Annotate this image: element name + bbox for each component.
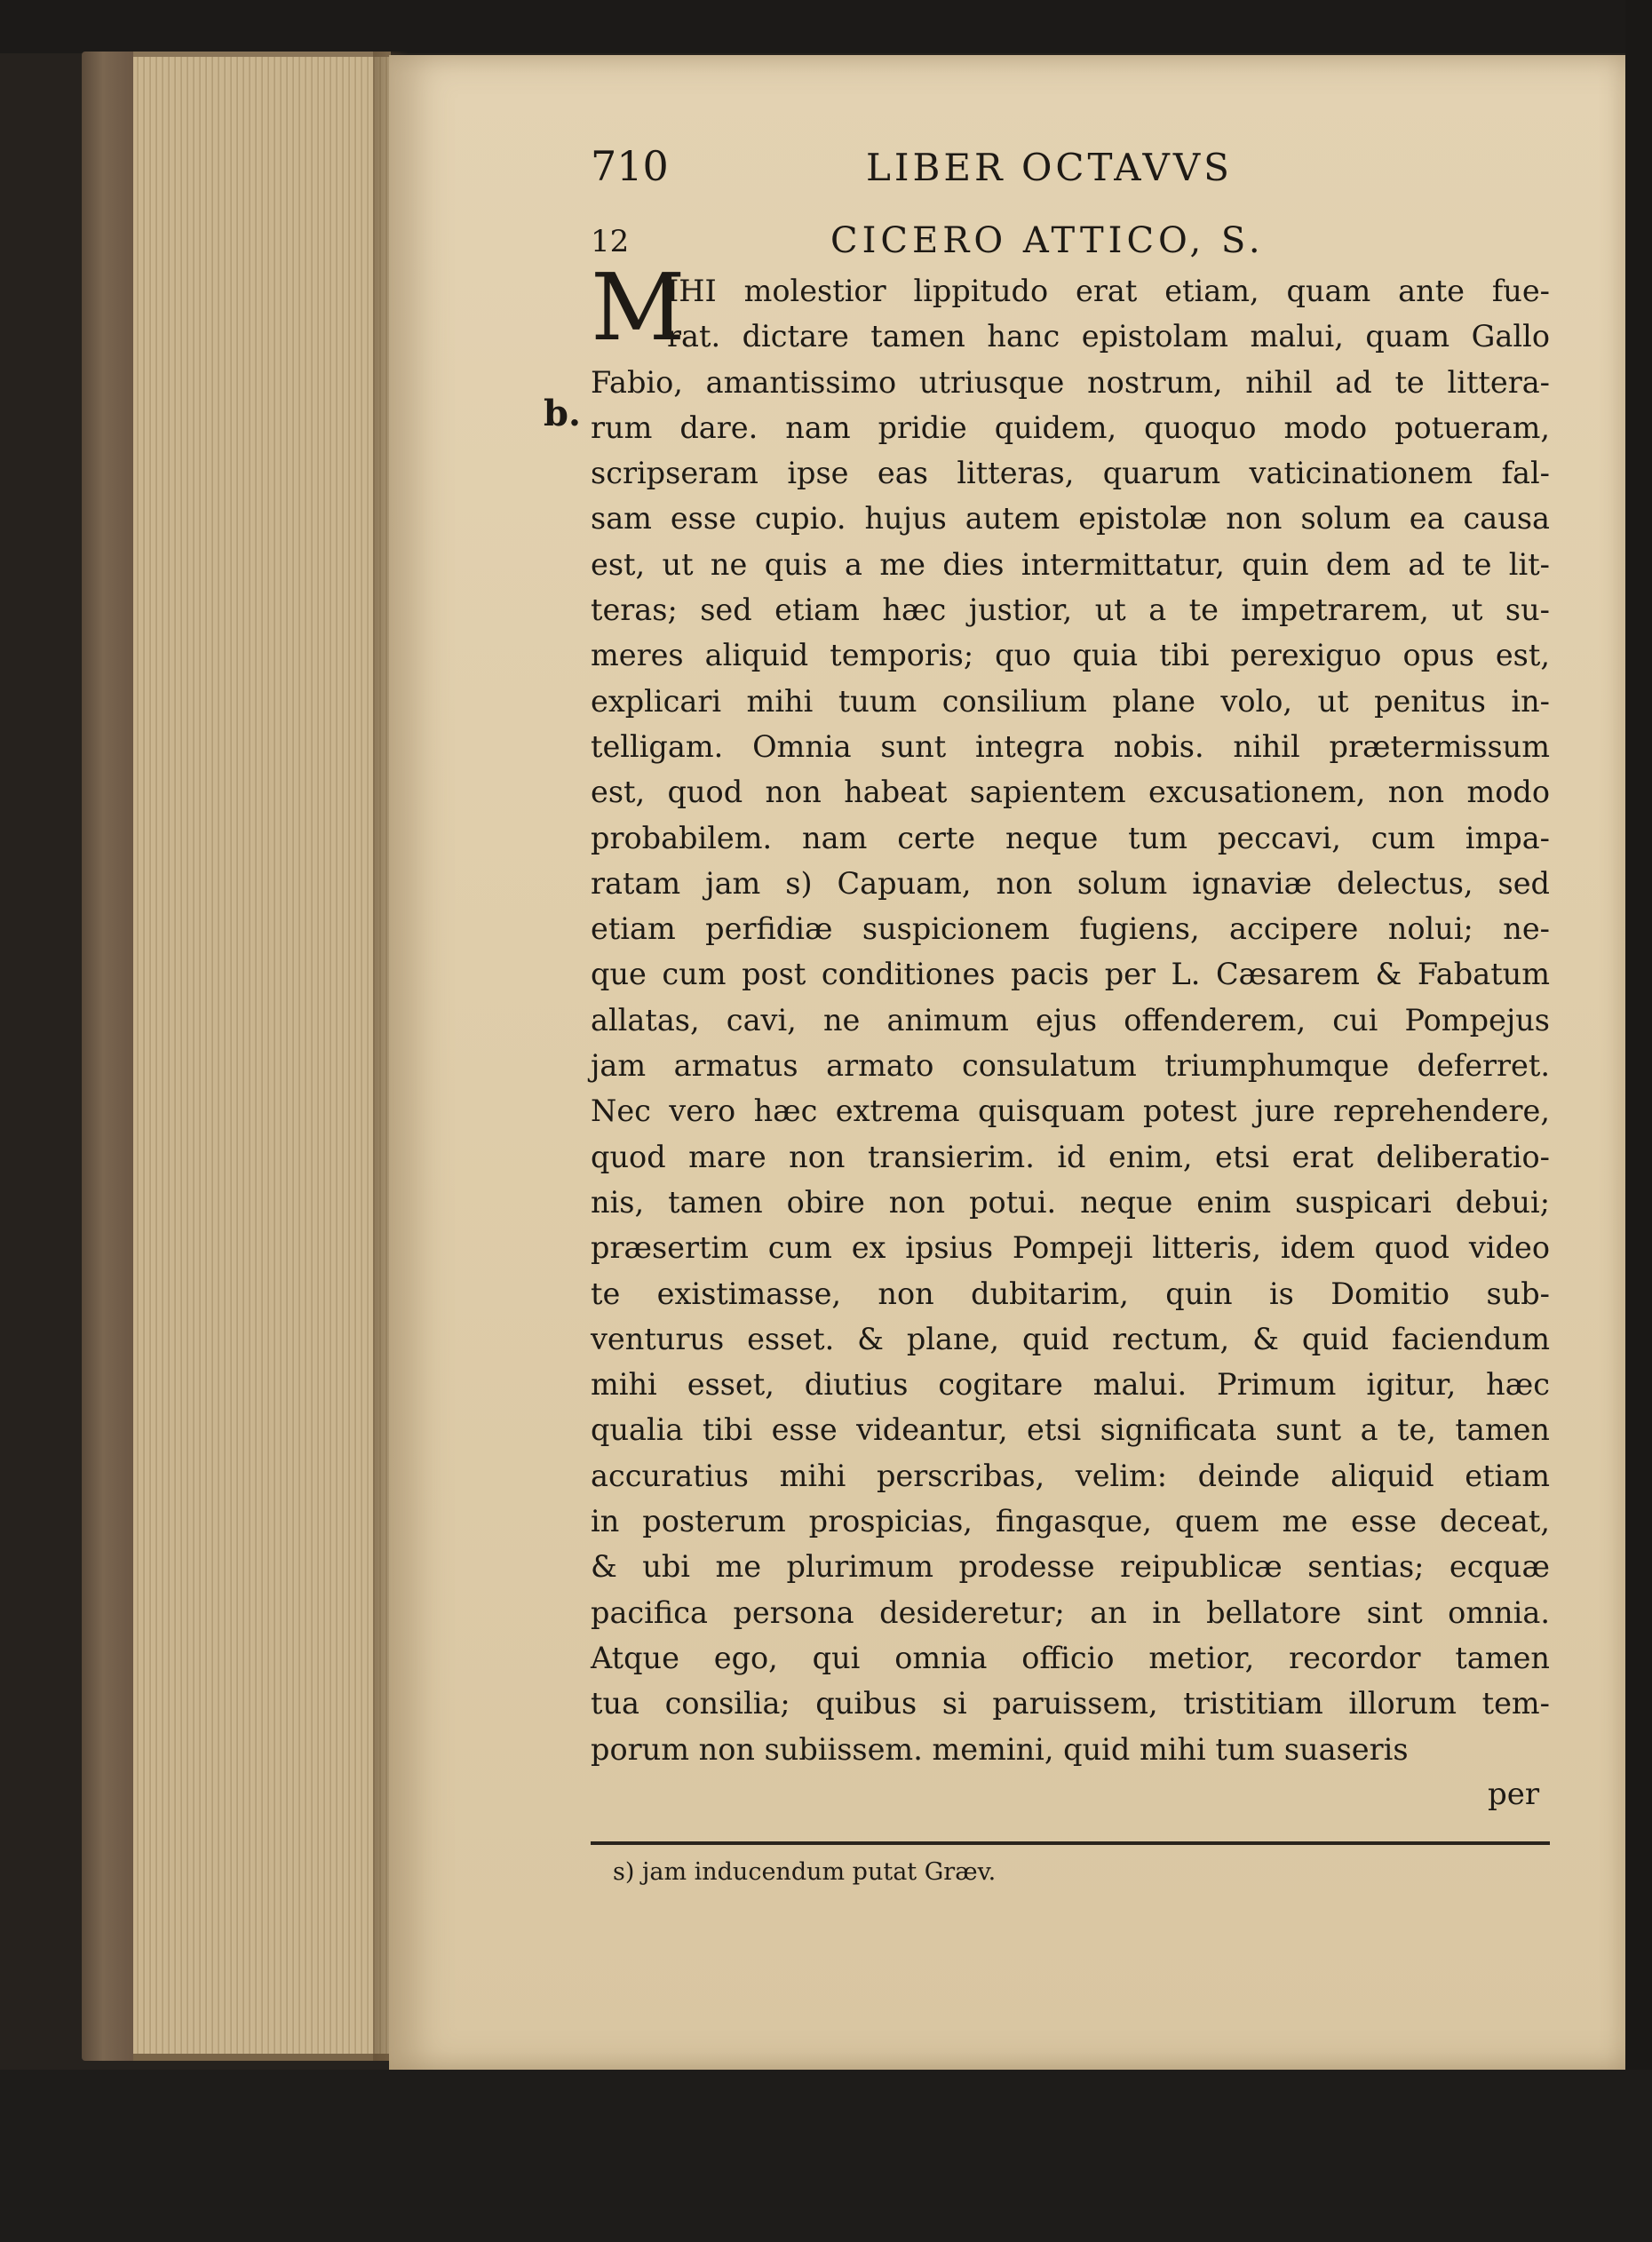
text-line: meres aliquid temporis; quo quia tibi perexiguo opus est, [591, 638, 1550, 673]
text-line: IHI molestior lippitudo erat etiam, quam ante fue- [667, 274, 1550, 308]
text-line: venturus esset. & plane, quid rectum, & quid faciendum [591, 1321, 1550, 1356]
text-line: Fabio, amantissimo utriusque nostrum, nihil ad te littera- [591, 364, 1550, 400]
running-head: LIBER OCTAVVS [866, 146, 1233, 189]
text-line: qualia tibi esse videantur, etsi significata sunt a te, tamen [591, 1412, 1550, 1448]
text-line: Nec vero hæc extrema quisquam potest jure reprehendere, [591, 1093, 1550, 1129]
background-top [0, 0, 1652, 53]
text-line: teras; sed etiam hæc justior, ut a te impetrarem, ut su- [591, 592, 1550, 628]
text-line: in posterum prospicias, fingasque, quem me esse deceat, [591, 1504, 1550, 1539]
text-line: allatas, cavi, ne animum ejus offenderem, cui Pompejus [591, 1002, 1550, 1038]
text-line: te existimasse, non dubitarim, quin is Domitio sub- [591, 1276, 1550, 1311]
catchword: per [1488, 1777, 1540, 1812]
footnote-rule [591, 1841, 1550, 1845]
text-line: nis, tamen obire non potui. neque enim suspicari debui; [591, 1184, 1550, 1220]
letter-title: CICERO ATTICO, S. [830, 220, 1265, 261]
text-line: pacifica persona desideretur; an in bellatore sint omnia. [591, 1594, 1550, 1630]
text-line: que cum post conditiones pacis per L. Cæsarem & Fabatum [591, 957, 1550, 992]
background-bottom [0, 2070, 1652, 2242]
page-number: 710 [591, 142, 669, 190]
letter-heading [591, 220, 1585, 274]
text-line: porum non subiissem. memini, quid mihi tum suaseris [591, 1731, 1409, 1767]
footnote: s) jam inducendum putat Græv. [613, 1858, 997, 1886]
text-line: Atque ego, qui omnia officio metior, recordor tamen [591, 1640, 1550, 1675]
text-line: mihi esset, diutius cogitare malui. Primum igitur, hæc [591, 1367, 1550, 1403]
background-right [1625, 0, 1652, 2242]
text-line: accuratius mihi perscribas, velim: deinde aliquid etiam [591, 1458, 1550, 1493]
page-header [591, 142, 1594, 204]
text-line: jam armatus armato consulatum triumphumque deferret. [591, 1048, 1550, 1084]
letter-number: 12 [591, 224, 630, 259]
text-line: scripseram ipse eas litteras, quarum vaticinationem fal- [591, 456, 1550, 491]
margin-note: b. [544, 393, 581, 434]
page-edges-stack [133, 52, 391, 2061]
letter-body [591, 268, 1550, 1772]
text-line: probabilem. nam certe neque tum peccavi, cum impa- [591, 820, 1550, 855]
text-line: tua consilia; quibus si paruissem, tristitiam illorum tem- [591, 1686, 1550, 1721]
text-line: ratam jam s) Capuam, non solum ignaviæ delectus, sed [591, 865, 1550, 901]
text-line: præsertim cum ex ipsius Pompeji litteris, idem quod video [591, 1230, 1550, 1266]
text-line: quod mare non transierim. id enim, etsi erat deliberatio- [591, 1139, 1550, 1174]
text-line: explicari mihi tuum consilium plane volo, ut penitus in- [591, 683, 1550, 719]
text-line: rum dare. nam pridie quidem, quoquo modo potueram, [591, 409, 1550, 445]
book-cover-edge [82, 52, 135, 2061]
text-line: est, quod non habeat sapientem excusationem, non modo [591, 775, 1550, 810]
text-line: etiam perfidiæ suspicionem fugiens, accipere nolui; ne- [591, 911, 1550, 947]
text-line: & ubi me plurimum prodesse reipublicæ sentias; ecquæ [591, 1549, 1550, 1585]
drop-cap: M [591, 253, 686, 362]
text-line: rat. dictare tamen hanc epistolam malui, quam Gallo [667, 319, 1550, 354]
text-line: sam esse cupio. hujus autem epistolæ non solum ea causa [591, 501, 1550, 537]
text-line: telligam. Omnia sunt integra nobis. nihil prætermissum [591, 728, 1550, 764]
text-line: est, ut ne quis a me dies intermittatur, quin dem ad te lit- [591, 546, 1550, 582]
